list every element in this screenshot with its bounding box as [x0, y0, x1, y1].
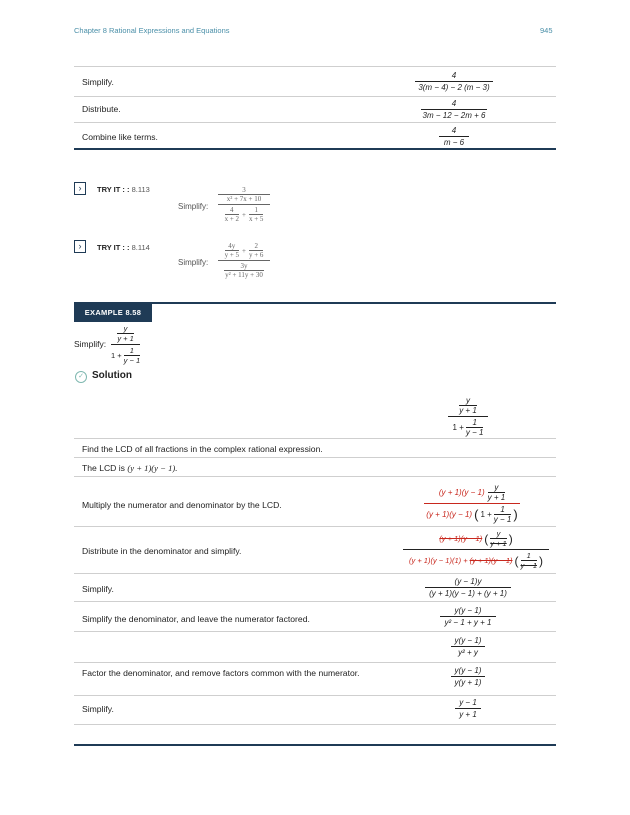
numerator: 4	[451, 71, 457, 80]
divider	[74, 476, 556, 477]
step-fraction	[415, 70, 493, 93]
chapter-header: Chapter 8 Rational Expressions and Equations	[74, 26, 230, 35]
divider	[74, 457, 556, 458]
try-expression: 3 x² + 7x + 10 4 x + 2 + 1 x + 5	[218, 186, 270, 223]
chevron-right-icon[interactable]: ›	[74, 182, 86, 195]
simplify-prompt: Simplify:	[178, 258, 209, 267]
page-number: 945	[540, 26, 553, 35]
denominator: m − 6	[443, 138, 465, 147]
multiply-expression: (y + 1)(y − 1) y y + 1 (y + 1)(y − 1) ( 1 + 1 y − 1 )	[424, 483, 520, 524]
divider	[74, 601, 556, 602]
step-label: Combine like terms.	[82, 132, 158, 142]
step-label: The LCD is (y + 1)(y − 1).	[82, 463, 178, 473]
initial-expression: y y + 1 1 + 1 y − 1	[448, 396, 488, 437]
step-fraction	[421, 98, 487, 121]
solution-heading: Solution	[92, 370, 132, 381]
denominator: (y + 1)(y − 1) + (y + 1)	[429, 589, 507, 598]
divider	[74, 724, 556, 725]
denominator: 3(m − 4) − 2 (m − 3)	[418, 83, 490, 92]
step-fraction	[425, 576, 511, 599]
divider	[74, 122, 556, 123]
step-label: Simplify.	[82, 77, 114, 87]
numerator: 4	[451, 126, 457, 135]
step-label: Find the LCD of all fractions in the complex rational expression.	[82, 444, 323, 454]
example-prompt: Simplify:	[74, 339, 107, 349]
numerator: y(y − 1)	[454, 606, 482, 615]
step-fraction	[440, 605, 496, 628]
step-label: Factor the denominator, and remove factors common with the numerator.	[82, 668, 360, 678]
example-badge: EXAMPLE 8.58	[74, 304, 152, 322]
numerator: y − 1	[459, 698, 477, 707]
divider	[74, 438, 556, 439]
denominator: y + 1	[459, 710, 477, 719]
simplify-prompt: Simplify:	[178, 202, 209, 211]
step-label: Simplify.	[82, 584, 114, 594]
divider	[74, 66, 556, 67]
step-fraction	[439, 125, 469, 148]
divider	[74, 526, 556, 527]
step-fraction	[451, 665, 485, 688]
divider	[74, 695, 556, 696]
denominator: y² + y	[458, 648, 478, 657]
step-label: Multiply the numerator and denominator by the LCD.	[82, 500, 282, 510]
numerator: 4	[451, 99, 457, 108]
step-label: Simplify the denominator, and leave the numerator factored.	[82, 614, 310, 624]
step-label: Distribute.	[82, 104, 121, 114]
numerator: y(y − 1)	[454, 636, 482, 645]
table-bottom-rule	[74, 148, 556, 150]
denominator: y(y + 1)	[454, 678, 482, 687]
example-bottom-rule	[74, 744, 556, 746]
try-it-label: TRY IT : : 8.114	[97, 243, 150, 252]
chevron-right-icon[interactable]: ›	[74, 240, 86, 253]
denominator: y² − 1 + y + 1	[444, 618, 492, 627]
step-label: Simplify.	[82, 704, 114, 714]
divider	[74, 573, 556, 574]
try-expression: 4y y + 5 + 2 y + 6 3y y² + 11y + 30	[218, 242, 270, 279]
distribute-expression: (y + 1)(y − 1) ( y y + 1 ) (y + 1)(y − 1)(1) + (y + 1)(y − 1) ( 1 y − 1 )	[403, 529, 549, 570]
numerator: (y − 1)y	[454, 577, 482, 586]
example-expression: y y + 1 1 + 1 y − 1	[111, 324, 141, 365]
divider	[74, 96, 556, 97]
denominator: 3m − 12 − 2m + 6	[422, 111, 486, 120]
step-label: Distribute in the denominator and simplify.	[82, 546, 242, 556]
step-fraction	[455, 697, 481, 720]
divider	[74, 662, 556, 663]
try-it-label: TRY IT : : 8.113	[97, 185, 150, 194]
divider	[74, 631, 556, 632]
numerator: y(y − 1)	[454, 666, 482, 675]
check-circle-icon: ✓	[75, 371, 87, 383]
step-fraction	[451, 635, 485, 658]
